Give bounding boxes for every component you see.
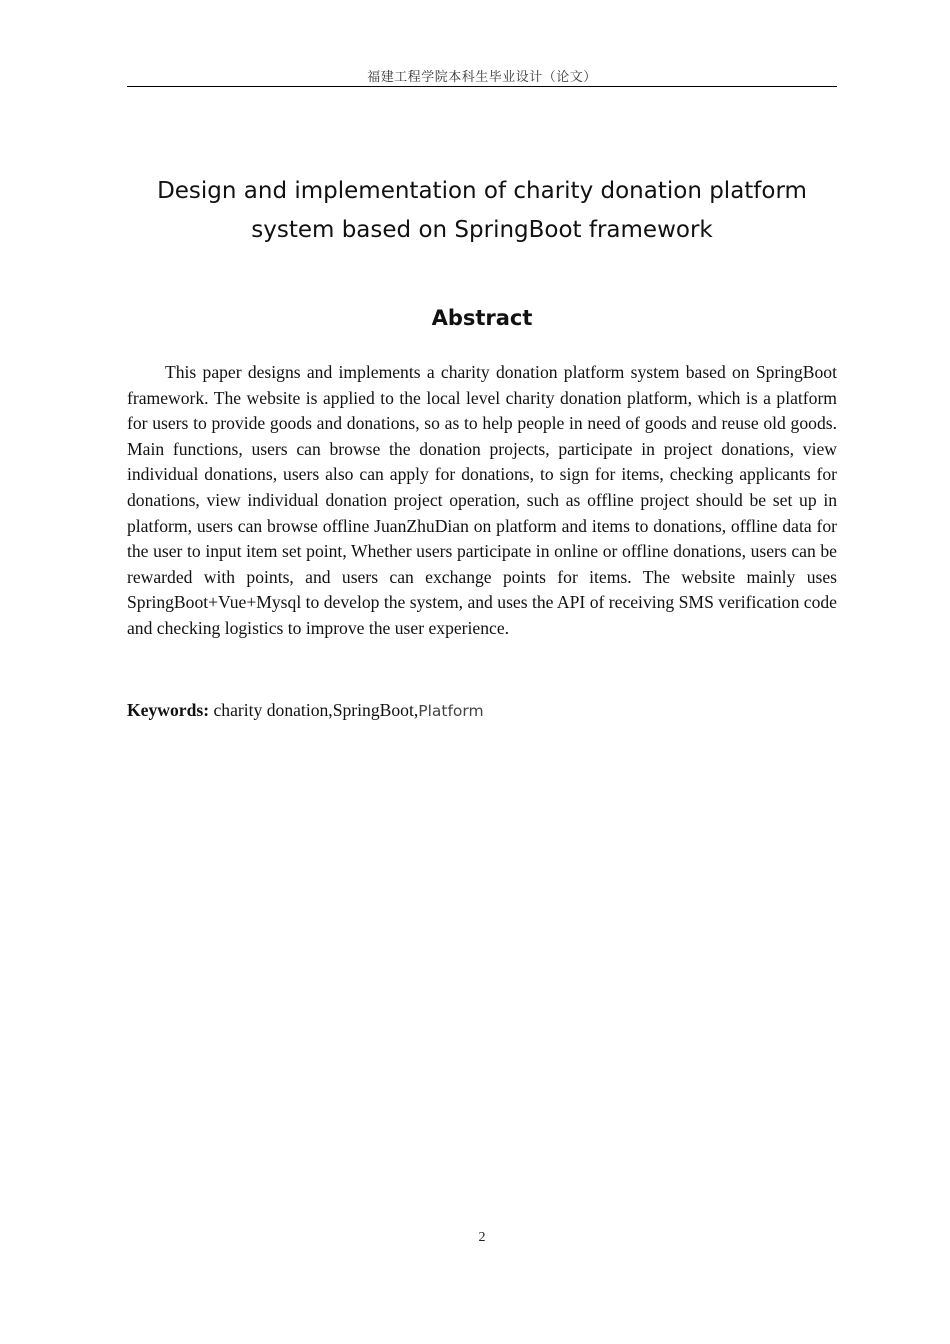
keywords-values: charity donation,SpringBoot, <box>209 700 419 720</box>
keywords-line <box>127 698 837 724</box>
abstract-body: This paper designs and implements a charity donation platform system based on SpringBoot framework. The website is applied to the local level charity donation platform, which is a platform for users to provide goods and donations, so as to help people in need of goods and reuse old goods. Main functions, users can browse the donation projects, participate in project donations, view individual donations, users also can apply for donations, to sign for items, checking applicants for donations, view individual donation project operation, such as offline project should be set up in platform, users can browse offline JuanZhuDian on platform and items to donations, offline data for the user to input item set point, Whether users participate in online or offline donations, users can be rewarded with points, and users can exchange points for items. The website mainly uses SpringBoot+Vue+Mysql to develop the system, and uses the API of receiving SMS verification code and checking logistics to improve the user experience. <box>127 362 837 638</box>
paper-title-line-2: system based on SpringBoot framework <box>251 217 713 243</box>
paper-title <box>127 172 837 250</box>
header-rule <box>127 86 837 87</box>
paper-title-line-1: Design and implementation of charity donation platform <box>157 178 807 204</box>
keywords-label: Keywords: <box>127 700 210 720</box>
keywords-last-value: Platform <box>418 702 484 720</box>
page-number: 2 <box>478 1230 486 1245</box>
abstract-heading: Abstract <box>431 306 533 330</box>
running-header: 福建工程学院本科生毕业设计（论文） <box>367 70 597 85</box>
